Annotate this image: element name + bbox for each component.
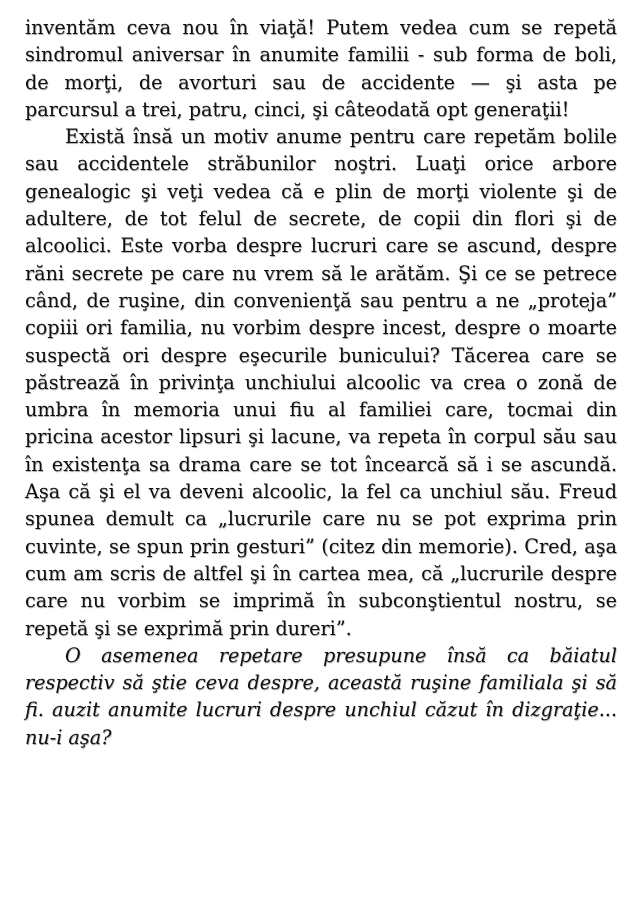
- paragraph-continuation: inventăm ceva nou în viaţă! Putem vedea cum se repetă sindromul aniversar în anumite familii - sub forma de boli, de morţi, de avorturi sau de accidente — şi asta pe parcursul a trei, patru, cinci, şi câteodată opt generaţii!: [25, 16, 617, 121]
- paragraph-interviewer-question: O asemenea repetare presupune însă ca băiatul respectiv să ştie ceva despre, această ruşine familiala şi să fi. auzit anumite lucruri despre unchiul căzut în dizgraţie... nu-i aşa?: [25, 643, 617, 749]
- paragraph-family-secrets: Există însă un motiv anume pentru care repetăm bolile sau accidentele străbunilor noştri. Luaţi orice arbore genealogic şi veţi vedea că e plin de morţi violente şi de adultere, de tot felul de secrete, de copii din flori şi de alcoolici. Este vorba despre lucruri care se ascund, despre răni secrete pe care nu vrem să le arătăm. Şi ce se petrece când, de ruşine, din convenienţă sau pentru a ne „proteja” copiii ori familia, nu vorbim despre incest, despre o moarte suspectă ori despre eşecurile bunicului? Tăcerea care se păstrează în privinţa unchiului alcoolic va crea o zonă de umbra în memoria unui fiu al familiei care, tocmai din pricina acestor lipsuri şi lacune, va repeta în corpul său sau în existenţa sa drama care se tot încearcă să i se ascundă. Aşa că şi el va deveni alcoolic, la fel ca unchiul său. Freud spunea demult ca „lucrurile care nu se pot exprima prin cuvinte, se spun prin gesturi” (citez din memorie). Cred, aşa cum am scris de altfel şi în cartea mea, că „lucrurile despre care nu vorbim se imprimă în subconştientul nostru, se repetă şi se exprimă prin dureri”.: [25, 125, 617, 640]
- page-text-body: [25, 14, 617, 751]
